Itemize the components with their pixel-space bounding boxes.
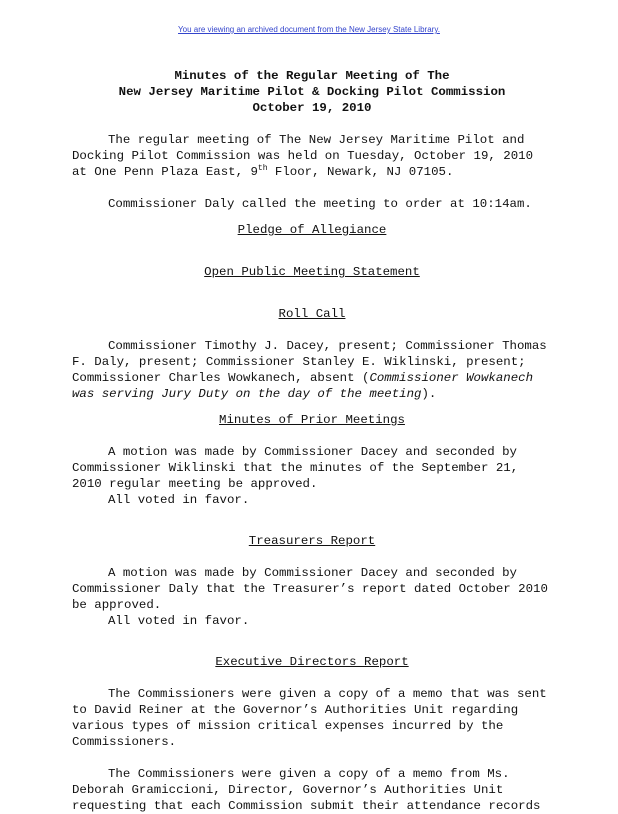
roll-call-end: ). <box>421 387 437 401</box>
heading-open-public-meeting: Open Public Meeting Statement <box>204 265 420 279</box>
roll-call-italic-note: Commissioner Wowkanech was serving Jury Duty on the day of the meeting <box>72 371 534 401</box>
heading-minutes-prior-meetings: Minutes of Prior Meetings <box>219 413 405 427</box>
roll-call-paragraph <box>72 338 552 402</box>
executive-paragraph-2: The Commissioners were given a copy of a memo from Ms. Deborah Gramiccioni, Director, Governor’s Authorities Unit requesting that each Commission submit their attendance records <box>72 767 541 813</box>
heading-roll-call: Roll Call <box>278 307 346 321</box>
treasurers-vote: All voted in favor. <box>108 614 250 628</box>
call-to-order: Commissioner Daly called the meeting to order at 10:14am. <box>108 197 532 211</box>
title-line-3: October 19, 2010 <box>252 101 372 115</box>
minutes-paragraph: A motion was made by Commissioner Dacey and seconded by Commissioner Wiklinski that the minutes of the September 21, 2010 regular meeting be approved. <box>72 445 519 491</box>
minutes-vote: All voted in favor. <box>108 493 250 507</box>
archive-banner-link[interactable]: You are viewing an archived document from the New Jersey State Library. <box>178 25 440 34</box>
title-line-2: New Jersey Maritime Pilot & Docking Pilot Commission <box>118 85 506 99</box>
intro-superscript: th <box>257 164 268 173</box>
document-title <box>72 68 552 116</box>
roll-call-text: Commissioner Timothy J. Dacey, present; Commissioner Thomas F. Daly, present; Commissioner Stanley E. Wiklinski, present; Commissioner Charles Wowkanech, absent ( <box>72 339 547 385</box>
title-line-1: Minutes of the Regular Meeting of The <box>174 69 450 83</box>
treasurers-paragraph: A motion was made by Commissioner Dacey and seconded by Commissioner Daly that the Treasurer’s report dated October 2010 be approved. <box>72 566 548 612</box>
document-page <box>72 68 552 814</box>
heading-executive-directors-report: Executive Directors Report <box>215 655 409 669</box>
intro-paragraph <box>72 132 552 180</box>
executive-paragraph-1: The Commissioners were given a copy of a memo that was sent to David Reiner at the Governor’s Authorities Unit regarding various types of mission critical expenses incurred by the Commissioners. <box>72 687 547 749</box>
intro-text: The regular meeting of The New Jersey Maritime Pilot and Docking Pilot Commission was held on Tuesday, October 19, 2010 at One Penn Plaza East, 9 <box>72 133 534 179</box>
heading-treasurers-report: Treasurers Report <box>248 534 376 548</box>
heading-pledge: Pledge of Allegiance <box>237 223 387 237</box>
intro-text-end: Floor, Newark, NJ 07105. <box>267 165 454 179</box>
